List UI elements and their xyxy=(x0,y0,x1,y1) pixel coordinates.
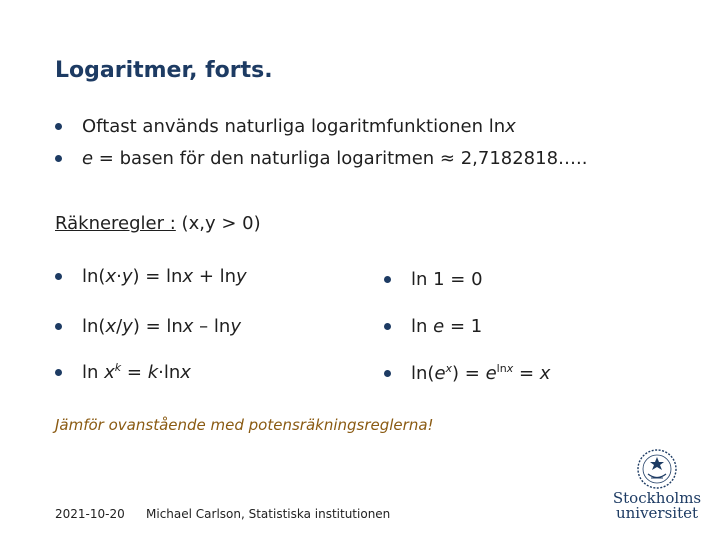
footer-author: Michael Carlson, Statistiska institutionen xyxy=(146,507,391,521)
rule-text: ln(x/y) = lnx – lny xyxy=(82,316,241,337)
bullet-text: e = basen för den naturliga logaritmen ≈ 2,7182818….. xyxy=(82,148,588,169)
rule-text: $\ln(e^x) = e^{lnx} = x$ xyxy=(411,362,551,384)
page-title: Logaritmer, forts. xyxy=(55,58,273,83)
rules-heading-label: Räkneregler : xyxy=(55,213,176,234)
rule-ln-e xyxy=(384,316,482,337)
bullet-dot-icon xyxy=(384,323,391,330)
rules-heading-condition: (x,y > 0) xyxy=(175,213,261,234)
university-logo xyxy=(612,448,702,528)
bullet-e-base xyxy=(55,148,587,169)
rule-power xyxy=(55,362,191,383)
university-seal-icon xyxy=(632,448,682,490)
rule-text: $\ln x^k = k\cdot\ln x$ xyxy=(82,361,191,383)
university-name: Stockholms universitet xyxy=(612,489,702,522)
bullet-dot-icon xyxy=(55,323,62,330)
rule-inverse xyxy=(384,363,550,384)
footer-date: 2021-10-20 xyxy=(55,507,125,521)
bullet-text: Oftast används naturliga logaritmfunktionen lnx xyxy=(82,116,516,137)
rule-ln-one xyxy=(384,269,483,290)
rules-heading xyxy=(55,213,261,234)
compare-note: Jämför ovanstående med potensräkningsreglerna! xyxy=(55,416,434,434)
bullet-dot-icon xyxy=(55,123,62,130)
rule-product xyxy=(55,266,247,287)
rule-text: ln 1 = 0 xyxy=(411,269,483,290)
bullet-dot-icon xyxy=(55,369,62,376)
rule-text: ln e = 1 xyxy=(411,316,483,337)
rule-text: ln(x·y) = lnx + lny xyxy=(82,266,247,287)
bullet-dot-icon xyxy=(384,370,391,377)
bullet-dot-icon xyxy=(55,273,62,280)
rule-quotient xyxy=(55,316,241,337)
bullet-dot-icon xyxy=(55,155,62,162)
bullet-natural-log xyxy=(55,116,516,137)
bullet-dot-icon xyxy=(384,276,391,283)
